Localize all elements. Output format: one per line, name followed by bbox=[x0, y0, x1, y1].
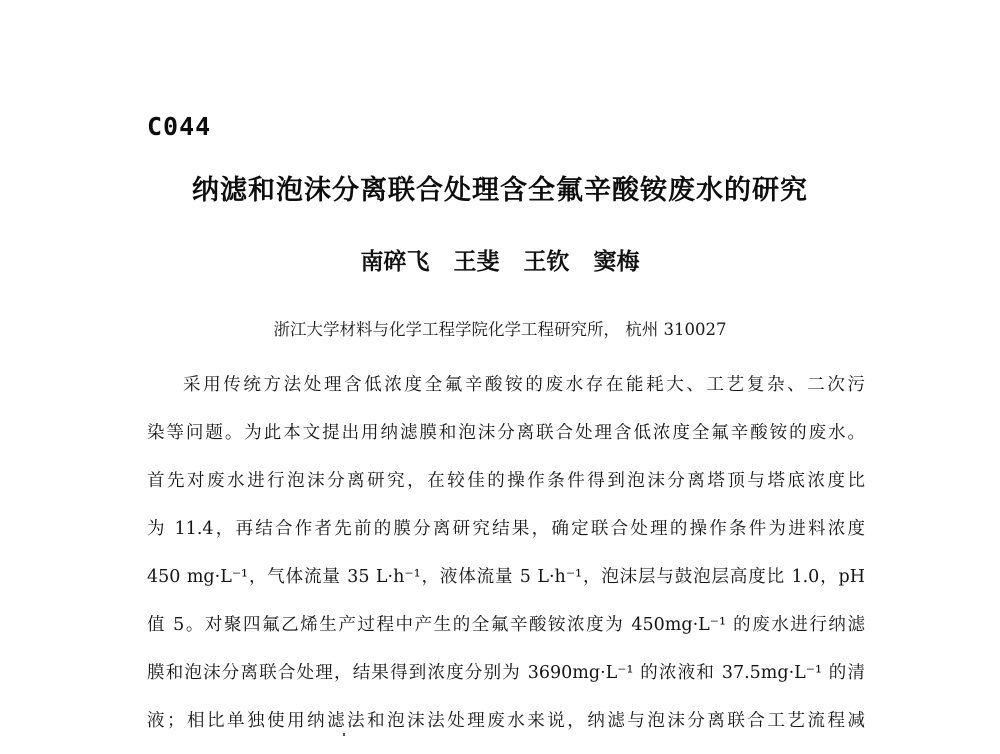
paper-authors: 南碎飞 王斐 王钦 窦梅 bbox=[360, 249, 640, 275]
abstract-line: 采用传统方法处理含低浓度全氟辛酸铵的废水存在能耗大、工艺复杂、二次污 bbox=[183, 375, 865, 395]
abstract-line: 值 5。对聚四氟乙烯生产过程中产生的全氟辛酸铵浓度为 450mg·L⁻¹ 的废水进行纳滤 bbox=[147, 615, 865, 635]
paper-affiliation: 浙江大学材料与化学工程学院化学工程研究所， 杭州 310027 bbox=[273, 320, 727, 339]
paper-code: C044 bbox=[147, 112, 212, 141]
abstract-line: 450 mg·L⁻¹，气体流量 35 L·h⁻¹，液体流量 5 L·h⁻¹，泡沫层与鼓泡层高度比 1.0，pH bbox=[147, 567, 865, 587]
abstract-body bbox=[147, 370, 865, 754]
paper-title: 纳滤和泡沫分离联合处理含全氟辛酸铵废水的研究 bbox=[192, 175, 808, 206]
abstract-line: 液；相比单独使用纳滤法和泡沫法处理废水来说，纳滤与泡沫分离联合工艺流程减 bbox=[147, 711, 865, 731]
abstract-line: 为 11.4，再结合作者先前的膜分离研究结果，确定联合处理的操作条件为进料浓度 bbox=[147, 519, 865, 539]
abstract-line: 首先对废水进行泡沫分离研究，在较佳的操作条件得到泡沫分离塔顶与塔底浓度比 bbox=[147, 471, 865, 491]
scan-speck bbox=[343, 733, 345, 736]
abstract-line: 染等问题。为此本文提出用纳滤膜和泡沫分离联合处理含低浓度全氟辛酸铵的废水。 bbox=[147, 423, 865, 443]
abstract-line: 膜和泡沫分离联合处理，结果得到浓度分别为 3690mg·L⁻¹ 的浓液和 37.5mg·L⁻¹ 的清 bbox=[147, 663, 865, 683]
